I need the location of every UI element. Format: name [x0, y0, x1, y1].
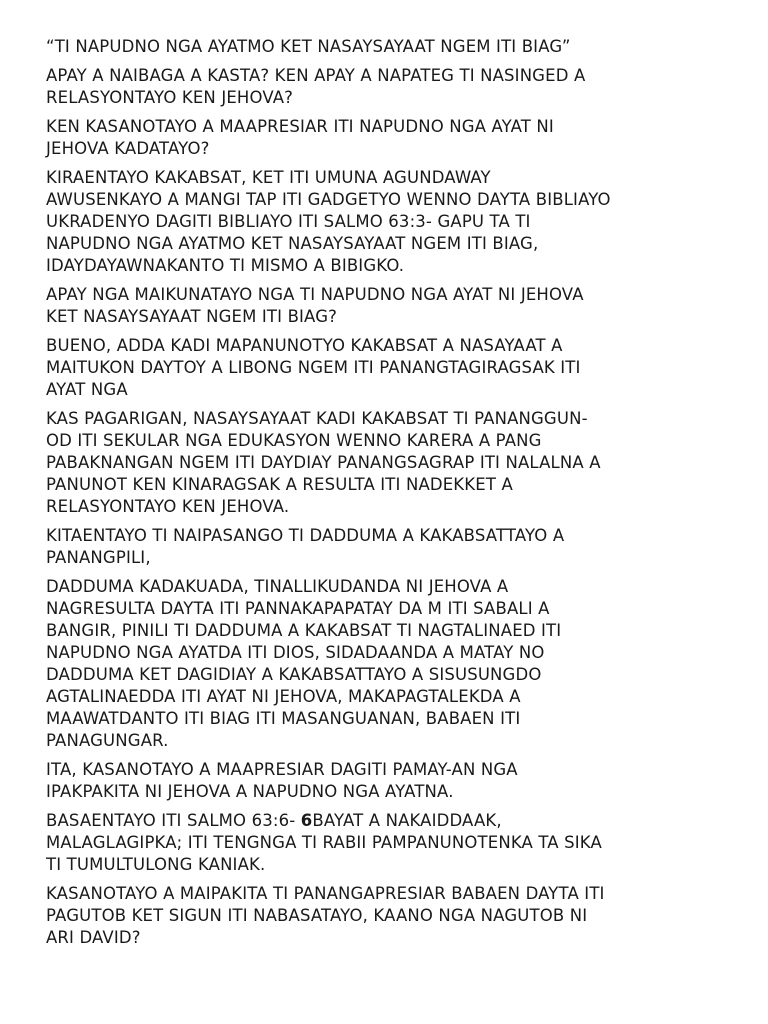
paragraph-basaentayo-lead: BASAENTAYO ITI SALMO 63:6-	[46, 811, 301, 830]
paragraph-kasanotayo-maapresiar: KEN KASANOTAYO A MAAPRESIAR ITI NAPUDNO NGA AYAT NI JEHOVA KADATAYO?	[46, 117, 554, 158]
paragraph-kas-pagarigan: KAS PAGARIGAN, NASAYSAYAAT KADI KAKABSAT TI PANANGGUN- OD ITI SEKULAR NGA EDUKASYON WENNO KARERA A PANG PABAKNANGAN NGEM ITI DAYDIAY PANANGSAGRAP ITI NALALNA A PANUNOT KEN KINARAGSAK A RESULTA ITI NADEKKET A RELASYONTAYO KEN JEHOVA.	[46, 409, 601, 516]
paragraph-basaentayo-rest: BAYAT A NAKAIDDAAK, MALAGLAGIPKA; ITI TENGNGA TI RABII PAMPANUNOTENKA TA SIKA TI TUMULTULONG KANIAK.	[46, 811, 602, 874]
paragraph-kiraentayo-rest: GAPU TA TI NAPUDNO NGA AYATMO KET NASAYSAYAAT NGEM ITI BIAG, IDAYDAYAWNAKANTO TI MISMO A BIBIGKO.	[46, 212, 539, 275]
paragraph-basaentayo	[46, 810, 736, 876]
paragraph-kiraentayo-lead: KIRAENTAYO KAKABSAT, KET ITI UMUNA AGUNDAWAY AWUSENKAYO A MANGI TAP ITI GADGETYO WENNO DAYTA BIBLIAYO UKRADENYO DAGITI BIBLIAYO ITI SALMO 63:3-	[46, 168, 611, 231]
paragraph-kiraentayo	[46, 167, 736, 277]
paragraph-kitaentayo: KITAENTAYO TI NAIPASANGO TI DADDUMA A KAKABSATTAYO A PANANGPILI,	[46, 526, 565, 567]
paragraph-ita-kasanotayo: ITA, KASANOTAYO A MAAPRESIAR DAGITI PAMAY-AN NGA IPAKPAKITA NI JEHOVA A NAPUDNO NGA AYATNA.	[46, 760, 518, 801]
verse-number: 6	[300, 811, 313, 830]
document-title: “TI NAPUDNO NGA AYATMO KET NASAYSAYAAT NGEM ITI BIAG”	[46, 37, 571, 56]
paragraph-dadduma: DADDUMA KADAKUADA, TINALLIKUDANDA NI JEHOVA A NAGRESULTA DAYTA ITI PANNAKAPAPATAY DA M ITI SABALI A BANGIR, PINILI TI DADDUMA A KAKABSAT TI NAGTALINAED ITI NAPUDNO NGA AYATDA ITI DIOS, SIDADAANDA A MATAY NO DADDUMA KET DAGIDIAY A KAKABSATTAYO A SISUSUNGDO AGTALINAEDDA ITI AYAT NI JEHOVA, MAKAPAGTALEKDA A MAAWATDANTO ITI BIAG ITI MASANGUANAN, BABAEN ITI PANAGUNGAR.	[46, 577, 562, 750]
paragraph-apay-maikunatayo: APAY NGA MAIKUNATAYO NGA TI NAPUDNO NGA AYAT NI JEHOVA KET NASAYSAYAAT NGEM ITI BIAG?	[46, 285, 584, 326]
paragraph-maipakita: KASANOTAYO A MAIPAKITA TI PANANGAPRESIAR BABAEN DAYTA ITI PAGUTOB KET SIGUN ITI NABASATAYO, KAANO NGA NAGUTOB NI ARI DAVID?	[46, 884, 605, 947]
paragraph-bueno: BUENO, ADDA KADI MAPANUNOTYO KAKABSAT A NASAYAAT A MAITUKON DAYTOY A LIBONG NGEM ITI PANANGTAGIRAGSAK ITI AYAT NGA	[46, 336, 581, 399]
document-page	[46, 36, 736, 956]
paragraph-apay-naibaga: APAY A NAIBAGA A KASTA? KEN APAY A NAPATEG TI NASINGED A RELASYONTAYO KEN JEHOVA?	[46, 66, 586, 107]
